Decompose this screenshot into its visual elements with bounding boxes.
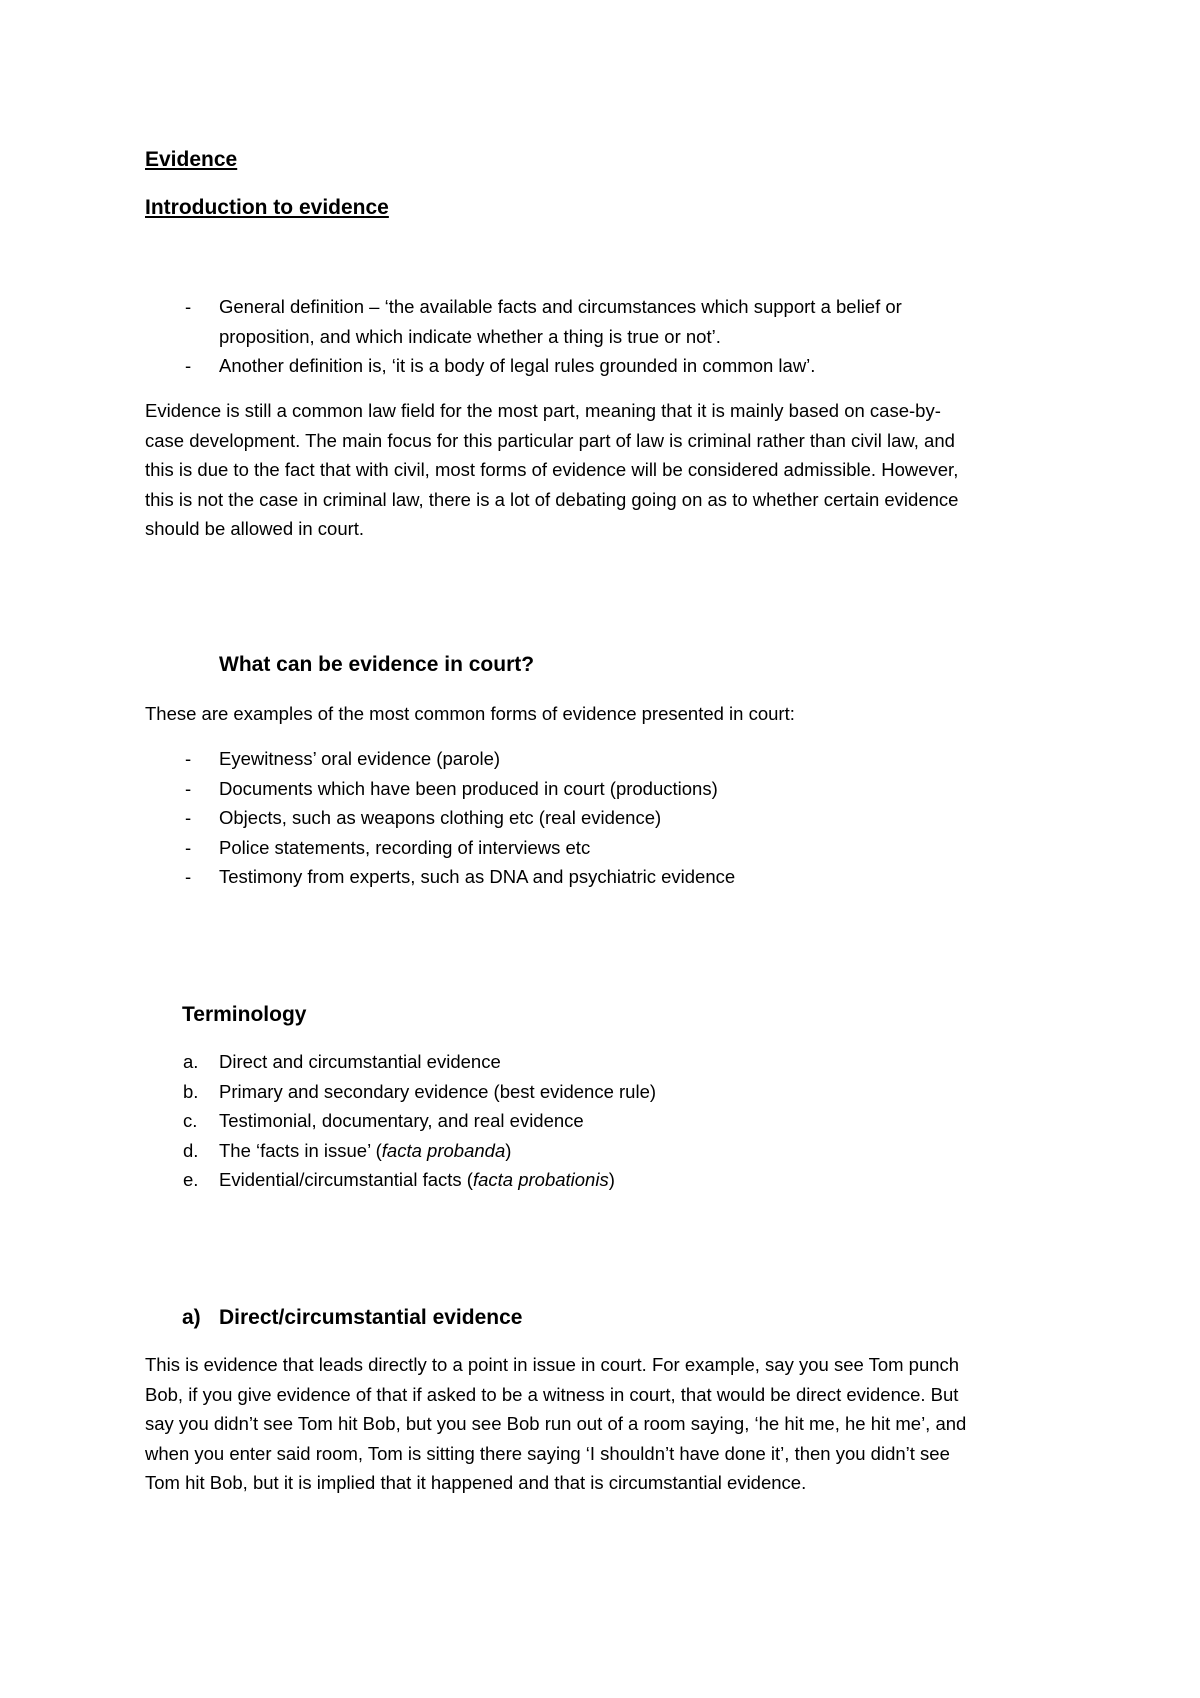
list-marker: d. xyxy=(183,1139,199,1161)
court-heading: What can be evidence in court? xyxy=(219,653,535,676)
intro-bullet-list xyxy=(145,292,902,381)
list-item xyxy=(145,351,902,381)
court-bullet-list xyxy=(145,744,735,892)
intro-paragraph xyxy=(145,396,1065,544)
list-item-text: Primary and secondary evidence (best evidence rule) xyxy=(219,1080,657,1102)
list-marker: c. xyxy=(183,1110,198,1131)
list-marker: b. xyxy=(183,1080,199,1102)
direct-heading-marker: a) xyxy=(182,1306,201,1329)
list-item xyxy=(145,1136,656,1166)
list-item xyxy=(145,1106,656,1136)
paragraph-line: when you enter said room, Tom is sitting there saying ‘I shouldn’t have done it’, then you didn’t see xyxy=(145,1442,950,1464)
bullet-dash: - xyxy=(185,748,192,769)
paragraph-line: Tom hit Bob, but it is implied that it happened and that is circumstantial evidence. xyxy=(145,1472,807,1493)
list-item xyxy=(145,803,735,833)
list-item-text: Documents which have been produced in court (productions) xyxy=(219,777,718,799)
direct-paragraph xyxy=(145,1350,1065,1498)
bullet-dash: - xyxy=(185,355,192,376)
bullet-dash: - xyxy=(185,836,192,858)
bullet-dash: - xyxy=(185,866,192,887)
document-title: Evidence xyxy=(145,148,238,171)
intro-heading: Introduction to evidence xyxy=(145,196,389,219)
list-item-text: Objects, such as weapons clothing etc (real evidence) xyxy=(219,807,662,828)
list-item-text: Eyewitness’ oral evidence (parole) xyxy=(219,748,501,769)
list-item-text: Testimony from experts, such as DNA and psychiatric evidence xyxy=(219,866,736,887)
list-item xyxy=(145,744,735,774)
text-run: Evidential/circumstantial facts ( xyxy=(219,1169,473,1190)
bullet-dash: - xyxy=(185,777,192,799)
paragraph-line: say you didn’t see Tom hit Bob, but you see Bob run out of a room saying, ‘he hit me, he hit me’, and xyxy=(145,1413,967,1434)
list-item-line: General definition – ‘the available facts and circumstances which support a belief or xyxy=(219,296,902,317)
latin-term: facta probanda xyxy=(381,1139,506,1161)
paragraph-line: Bob, if you give evidence of that if asked to be a witness in court, that would be direct evidence. But xyxy=(145,1383,959,1405)
list-item xyxy=(145,1165,656,1195)
paragraph-line: this is not the case in criminal law, there is a lot of debating going on as to whether certain evidence xyxy=(145,488,959,510)
list-item-text xyxy=(219,1140,511,1161)
text-run: ) xyxy=(608,1169,615,1190)
latin-term: facta probationis xyxy=(472,1169,609,1190)
direct-heading: Direct/circumstantial evidence xyxy=(219,1306,523,1329)
list-item-text: Police statements, recording of interviews etc xyxy=(219,836,591,858)
list-item xyxy=(145,774,735,804)
list-item-text: Testimonial, documentary, and real evidence xyxy=(219,1110,584,1131)
list-marker: a. xyxy=(183,1051,199,1072)
terminology-heading: Terminology xyxy=(182,1003,307,1026)
list-item-line: Another definition is, ‘it is a body of legal rules grounded in common law’. xyxy=(219,355,816,376)
list-item xyxy=(145,292,902,351)
text-run: The ‘facts in issue’ ( xyxy=(219,1139,382,1161)
list-item-text xyxy=(219,1169,615,1190)
paragraph-line: This is evidence that leads directly to a point in issue in court. For example, say you see Tom punch xyxy=(145,1354,960,1375)
terminology-list xyxy=(145,1047,656,1195)
bullet-dash: - xyxy=(185,296,192,317)
paragraph-line: Evidence is still a common law field for the most part, meaning that it is mainly based on case-by- xyxy=(145,400,941,421)
paragraph-line: should be allowed in court. xyxy=(145,518,365,539)
list-item xyxy=(145,862,735,892)
list-item-text: Direct and circumstantial evidence xyxy=(219,1051,501,1072)
list-item xyxy=(145,833,735,863)
paragraph-line: this is due to the fact that with civil, most forms of evidence will be considered admissible. However, xyxy=(145,459,959,480)
list-marker: e. xyxy=(183,1169,199,1190)
bullet-dash: - xyxy=(185,807,192,828)
court-lead-text: These are examples of the most common forms of evidence presented in court: xyxy=(145,703,795,724)
paragraph-line: case development. The main focus for this particular part of law is criminal rather than civil law, and xyxy=(145,429,955,451)
list-item xyxy=(145,1047,656,1077)
text-run: ) xyxy=(505,1139,512,1161)
list-item xyxy=(145,1077,656,1107)
list-item-line: proposition, and which indicate whether a thing is true or not’. xyxy=(219,325,721,347)
